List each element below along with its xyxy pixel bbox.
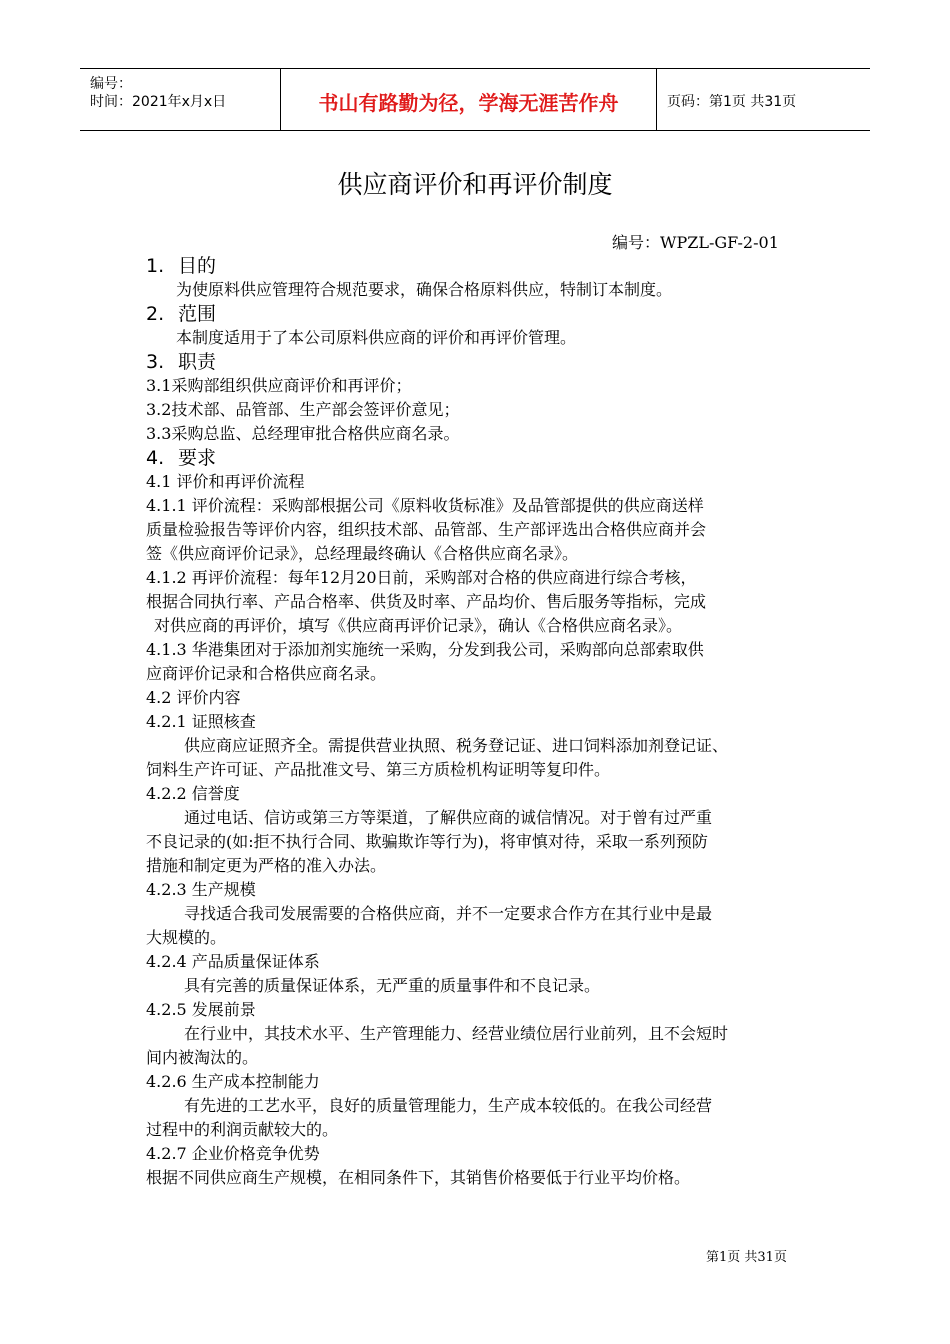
subheading: 4.2.4 产品质量保证体系 [146, 952, 320, 971]
header-page-cell [657, 69, 870, 130]
section-title: 目的 [178, 255, 217, 277]
section-number: 1. [146, 255, 165, 277]
section-heading-3 [146, 350, 826, 374]
list-item: 3.1采购部组织供应商评价和再评价； [146, 376, 412, 395]
list-item: 3.2技术部、品管部、生产部会签评价意见； [146, 400, 460, 419]
header-number-label: 编号： [90, 76, 132, 92]
paragraph-line: 措施和制定更为严格的准入办法。 [146, 856, 387, 875]
subheading: 4.2.7 企业价格竞争优势 [146, 1144, 320, 1163]
document-title: 供应商评价和再评价制度 [337, 170, 613, 199]
header-info-cell [80, 69, 280, 130]
paragraph-line: 质量检验报告等评价内容，组织技术部、品管部、生产部评选出合格供应商并会 [146, 520, 707, 539]
subheading: 4.2.1 证照核查 [146, 712, 256, 731]
paragraph-line: 根据不同供应商生产规模，在相同条件下，其销售价格要低于行业平均价格。 [146, 1168, 691, 1187]
section-number: 3. [146, 351, 165, 373]
subheading: 4.2 评价内容 [146, 688, 241, 707]
paragraph-line: 有先进的工艺水平，良好的质量管理能力，生产成本较低的。在我公司经营 [184, 1096, 713, 1115]
subheading: 4.2.3 生产规模 [146, 880, 256, 899]
subheading: 4.2.6 生产成本控制能力 [146, 1072, 320, 1091]
paragraph-line: 对供应商的再评价，填写《供应商再评价记录》，确认《合格供应商名录》。 [154, 616, 683, 635]
header-motto-cell [280, 69, 657, 130]
subheading: 4.2.2 信誉度 [146, 784, 240, 803]
section-number: 2. [146, 303, 165, 325]
section-heading-4 [146, 446, 826, 470]
section-number: 4. [146, 447, 165, 469]
section-heading-1 [146, 254, 826, 278]
paragraph-line: 4.1.3 华港集团对于添加剂实施统一采购，分发到我公司，采购部向总部索取供 [146, 640, 704, 659]
paragraph-line: 间内被淘汰的。 [146, 1048, 259, 1067]
paragraph: 为使原料供应管理符合规范要求，确保合格原料供应，特制订本制度。 [176, 280, 673, 299]
header-motto: 书山有路勤为径，学海无涯苦作舟 [318, 91, 619, 115]
document-body [146, 254, 826, 1190]
section-title: 职责 [178, 351, 217, 373]
paragraph-line: 过程中的利润贡献较大的。 [146, 1120, 339, 1139]
paragraph-line: 4.1.1 评价流程：采购部根据公司《原料收货标准》及品管部提供的供应商送样 [146, 496, 704, 515]
paragraph-line: 应商评价记录和合格供应商名录。 [146, 664, 387, 683]
paragraph-line: 不良记录的(如:拒不执行合同、欺骗欺诈等行为)，将审慎对待，采取一系列预防 [146, 832, 708, 851]
subheading: 4.2.5 发展前景 [146, 1000, 256, 1019]
paragraph-line: 签《供应商评价记录》，总经理最终确认《合格供应商名录》。 [146, 544, 579, 563]
document-number: 编号：WPZL-GF-2-01 [612, 233, 779, 252]
header-time-label: 时间：2021年x月x日 [90, 94, 227, 110]
paragraph-line: 在行业中，其技术水平、生产管理能力、经营业绩位居行业前列，且不会短时 [184, 1024, 729, 1043]
paragraph-line: 供应商应证照齐全。需提供营业执照、税务登记证、进口饲料添加剂登记证、 [184, 736, 729, 755]
paragraph-line: 大规模的。 [146, 928, 227, 947]
list-item: 3.3采购总监、总经理审批合格供应商名录。 [146, 424, 460, 443]
paragraph-line: 4.1.2 再评价流程：每年12月20日前，采购部对合格的供应商进行综合考核， [146, 568, 697, 587]
header-page-label: 页码：第1页 共31页 [667, 94, 797, 110]
section-title: 范围 [178, 303, 217, 325]
paragraph-line: 饲料生产许可证、产品批准文号、第三方质检机构证明等复印件。 [146, 760, 611, 779]
paragraph-line: 根据合同执行率、产品合格率、供货及时率、产品均价、售后服务等指标，完成 [146, 592, 707, 611]
section-title: 要求 [178, 447, 217, 469]
paragraph-line: 具有完善的质量保证体系，无严重的质量事件和不良记录。 [184, 976, 601, 995]
section-heading-2 [146, 302, 826, 326]
page-footer: 第1页 共31页 [706, 1250, 787, 1265]
paragraph-line: 寻找适合我司发展需要的合格供应商，并不一定要求合作方在其行业中是最 [184, 904, 713, 923]
paragraph: 本制度适用于了本公司原料供应商的评价和再评价管理。 [176, 328, 577, 347]
paragraph-line: 通过电话、信访或第三方等渠道，了解供应商的诚信情况。对于曾有过严重 [184, 808, 713, 827]
page-header [80, 68, 870, 131]
subheading: 4.1 评价和再评价流程 [146, 472, 305, 491]
